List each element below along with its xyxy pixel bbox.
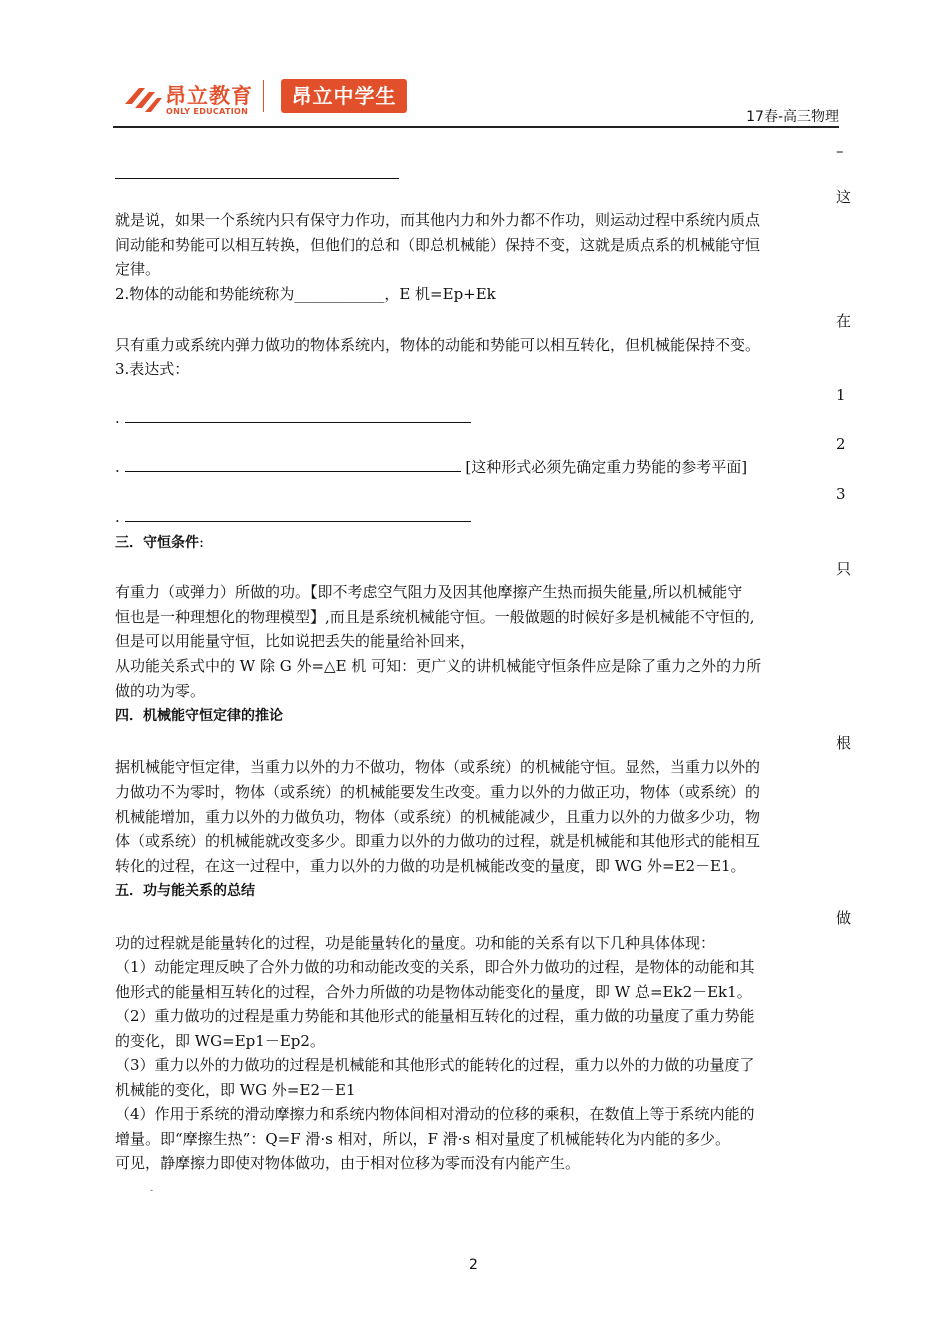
text-line: 从功能关系式中的 W 除 G 外=△E 机 可知：更广义的讲机械能守恒条件应是除了重力之外的力所 [115, 657, 762, 675]
text-line: 可见，静摩擦力即使对物体做功，由于相对位移为零而没有内能产生。 [115, 1154, 581, 1172]
text-line: 恒也是一种理想化的物理模型】,而且是系统机械能守恒。一般做题的时候好多是机械能不守恒的, [115, 608, 755, 626]
text-line: 有重力（或弹力）所做的功。【即不考虑空气阻力及因其他摩擦产生热而损失能量,所以机械能守 [115, 583, 743, 601]
text-line: 机械能增加，重力以外的力做负功，物体（或系统）的机械能减少，且重力以外的力做多少功，物 [115, 808, 761, 826]
answer-blank [115, 162, 399, 186]
right-fragment: 3 [836, 485, 846, 503]
brand-name-cn: 昂立教育 [165, 84, 253, 108]
only-education-logo [123, 78, 263, 120]
text-line: 做的功为零。 [115, 682, 206, 700]
text-line: （4）作用于系统的滑动摩擦力和系统内物体间相对滑动的位移的乘积，在数值上等于系统内能的 [115, 1105, 755, 1123]
expression-blank-2: . [这种形式必须先确定重力势能的参考平面] [115, 455, 747, 479]
text-line: 间动能和势能可以相互转换，但他们的总和（即总机械能）保持不变，这就是质点系的机械能守恒 [115, 236, 761, 254]
text-line: （2）重力做功的过程是重力势能和其他形式的能量相互转化的过程，重力做的功量度了重力势能 [115, 1007, 755, 1025]
right-fragment: 1 [836, 386, 846, 404]
header-rule [113, 126, 839, 128]
right-fragment: – [836, 142, 844, 160]
brand-name-en: ONLY EDUCATION [166, 107, 249, 116]
right-fragment: 这 [836, 188, 852, 206]
page-header [113, 70, 839, 128]
right-fragment: 在 [836, 312, 852, 330]
text-line: 的变化，即 WG=Ep1－Ep2。 [115, 1032, 325, 1050]
section-heading: 四．机械能守恒定律的推论 [115, 708, 283, 724]
right-fragment: 2 [836, 435, 846, 453]
expression-blank-3: . [115, 505, 471, 529]
text-line: 他形式的能量相互转化的过程，合外力所做的功是物体动能变化的量度，即 W 总=Ek2－Ek1。 [115, 983, 752, 1001]
text-line: 体（或系统）的机械能就改变多少。即重力以外的力做功的过程，就是机械能和其他形式的能相互 [115, 832, 761, 850]
question-line [115, 282, 496, 306]
fill-blank: ____________ [294, 285, 385, 303]
brand-mark-icon [123, 82, 163, 116]
text-line: 机械能的变化，即 WG 外=E2－E1 [115, 1081, 356, 1099]
expression-blank-1: . [115, 406, 471, 430]
section-heading: 三．守恒条件: [115, 533, 205, 551]
text-line: 就是说，如果一个系统内只有保守力作功，而其他内力和外力都不作功，则运动过程中系统内质点 [115, 211, 761, 229]
text-line: 力做功不为零时，物体（或系统）的机械能要发生改变。重力以外的力做正功，物体（或系统）的 [115, 783, 761, 801]
right-fragment: 做 [836, 909, 852, 927]
text-line: 只有重力或系统内弹力做功的物体系统内，物体的动能和势能可以相互转化，但机械能保持不变。 [115, 336, 761, 354]
right-fragment: 根 [836, 734, 852, 752]
page-number: 2 [469, 1257, 478, 1273]
course-title: 17春-高三物理 [746, 109, 839, 125]
text-line: 增量。即“摩擦生热”：Q=F 滑·s 相对，所以，F 滑·s 相对量度了机械能转化为内能的多少。 [115, 1130, 731, 1148]
text-line: 转化的过程，在这一过程中，重力以外的力做的功是机械能改变的量度，即 WG 外=E2－E1。 [115, 857, 746, 875]
stray-mark: - [150, 1186, 154, 1196]
text-line: （3）重力以外的力做功的过程是机械能和其他形式的能转化的过程，重力以外的力做的功量度了 [115, 1056, 755, 1074]
section-heading: 五．功与能关系的总结 [115, 883, 255, 899]
text-line: 功的过程就是能量转化的过程，功是能量转化的量度。功和能的关系有以下几种具体体现： [115, 934, 716, 952]
logo-divider [263, 80, 264, 112]
question-text: ，E 机=Ep+Ek [384, 285, 496, 303]
text-line: 但是可以用能量守恒，比如说把丢失的能量给补回来， [115, 632, 476, 650]
question-line: 3.表达式： [115, 360, 190, 378]
text-line: （1）动能定理反映了合外力做的功和动能改变的关系，即合外力做功的过程，是物体的动能和其 [115, 958, 755, 976]
expression-note: [这种形式必须先确定重力势能的参考平面] [465, 458, 748, 476]
sub-brand-badge: 昂立中学生 [281, 79, 407, 113]
question-text: 2.物体的动能和势能统称为 [115, 285, 295, 303]
right-fragment: 只 [836, 560, 852, 578]
text-line: 定律。 [115, 260, 161, 278]
text-line: 据机械能守恒定律，当重力以外的力不做功，物体（或系统）的机械能守恒。显然，当重力以外的 [115, 758, 761, 776]
